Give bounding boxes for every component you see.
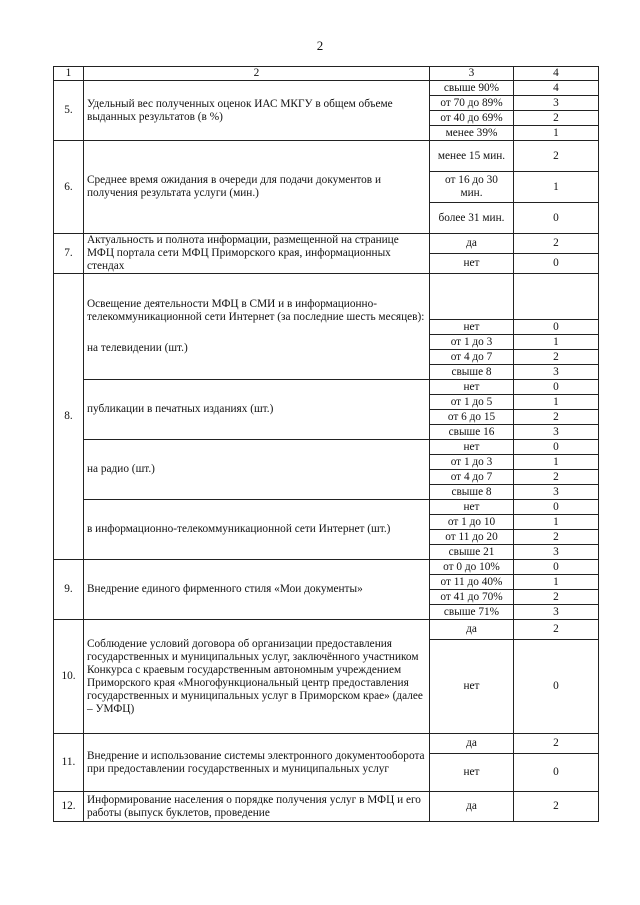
option-score: 3 xyxy=(514,425,599,440)
option-score: 0 xyxy=(514,254,599,274)
table-row xyxy=(54,234,599,254)
option-score: 2 xyxy=(514,111,599,126)
option-score xyxy=(514,274,599,320)
table-row xyxy=(54,81,599,96)
criterion-text: Внедрение и использование системы электронного документооборота при предоставлении государственных и муниципальных услуг xyxy=(84,734,430,792)
option-score: 1 xyxy=(514,575,599,590)
option-label: нет xyxy=(430,440,514,455)
option-score: 0 xyxy=(514,203,599,234)
option-label xyxy=(430,274,514,320)
group-text: на радио (шт.) xyxy=(84,440,430,500)
row-number: 6. xyxy=(54,141,84,234)
table-row xyxy=(54,734,599,754)
option-label: нет xyxy=(430,500,514,515)
option-label: от 4 до 7 xyxy=(430,350,514,365)
criterion-text: Информирование населения о порядке получения услуг в МФЦ и его работы (выпуск буклетов, проведение xyxy=(84,792,430,822)
row-number: 10. xyxy=(54,620,84,734)
option-label: да xyxy=(430,734,514,754)
page-number: 2 xyxy=(316,38,324,53)
option-label: свыше 71% xyxy=(430,605,514,620)
option-score: 0 xyxy=(514,640,599,734)
option-score: 0 xyxy=(514,320,599,335)
option-label: от 1 до 3 xyxy=(430,455,514,470)
header-row xyxy=(54,67,599,81)
option-score: 3 xyxy=(514,485,599,500)
option-score: 3 xyxy=(514,605,599,620)
option-label: свыше 90% xyxy=(430,81,514,96)
option-score: 2 xyxy=(514,620,599,640)
option-label: нет xyxy=(430,380,514,395)
table-row xyxy=(54,500,599,515)
row-number: 9. xyxy=(54,560,84,620)
option-score: 2 xyxy=(514,734,599,754)
option-label: нет xyxy=(430,320,514,335)
row-number: 8. xyxy=(54,274,84,560)
option-score: 4 xyxy=(514,81,599,96)
option-label: от 41 до 70% xyxy=(430,590,514,605)
option-score: 2 xyxy=(514,410,599,425)
criteria-table xyxy=(53,66,599,822)
option-label: от 11 до 20 xyxy=(430,530,514,545)
option-label: от 0 до 10% xyxy=(430,560,514,575)
table-row xyxy=(54,620,599,640)
option-score: 3 xyxy=(514,365,599,380)
option-score: 2 xyxy=(514,530,599,545)
option-label: менее 39% xyxy=(430,126,514,141)
criterion-text xyxy=(84,274,430,380)
criterion-text: Актуальность и полнота информации, размещенной на странице МФЦ портала сети МФЦ Приморского края, информационных стендах xyxy=(84,234,430,274)
table-row xyxy=(54,141,599,172)
option-label: свыше 21 xyxy=(430,545,514,560)
row-number: 12. xyxy=(54,792,84,822)
option-label: да xyxy=(430,620,514,640)
header-col-3: 3 xyxy=(430,67,514,81)
option-score: 2 xyxy=(514,350,599,365)
option-label: нет xyxy=(430,754,514,792)
criterion-intro: Освещение деятельности МФЦ в СМИ и в информационно-телекоммуникационной сети Интернет (за последние шесть месяцев): xyxy=(87,298,425,323)
option-score: 0 xyxy=(514,380,599,395)
option-score: 0 xyxy=(514,754,599,792)
option-label: нет xyxy=(430,254,514,274)
option-label: более 31 мин. xyxy=(430,203,514,234)
option-label: да xyxy=(430,792,514,822)
criterion-text: Внедрение единого фирменного стиля «Мои документы» xyxy=(84,560,430,620)
option-score: 0 xyxy=(514,500,599,515)
table-row xyxy=(54,274,599,320)
option-score: 2 xyxy=(514,470,599,485)
option-score: 1 xyxy=(514,515,599,530)
table-row xyxy=(54,792,599,822)
option-label: свыше 16 xyxy=(430,425,514,440)
criterion-text: Соблюдение условий договора об организации предоставления государственных и муниципальных услуг, заключённого участником Конкурса с краевым государственным автономным учреждением Приморского края «Многофункциональный центр предоставления государственных и муниципальных услуг в Приморском крае» (далее – УМФЦ) xyxy=(84,620,430,734)
option-score: 1 xyxy=(514,395,599,410)
criterion-text: Удельный вес полученных оценок ИАС МКГУ в общем объеме выданных результатов (в %) xyxy=(84,81,430,141)
option-label: да xyxy=(430,234,514,254)
option-score: 2 xyxy=(514,792,599,822)
option-label: от 4 до 7 xyxy=(430,470,514,485)
option-label: от 1 до 3 xyxy=(430,335,514,350)
option-score: 2 xyxy=(514,234,599,254)
option-label: от 70 до 89% xyxy=(430,96,514,111)
option-label: менее 15 мин. xyxy=(430,141,514,172)
option-score: 0 xyxy=(514,560,599,575)
option-score: 3 xyxy=(514,96,599,111)
option-label: свыше 8 xyxy=(430,485,514,500)
header-col-2: 2 xyxy=(84,67,430,81)
table-row xyxy=(54,560,599,575)
table-row xyxy=(54,440,599,455)
option-score: 1 xyxy=(514,126,599,141)
group-text: на телевидении (шт.) xyxy=(87,342,188,354)
header-col-4: 4 xyxy=(514,67,599,81)
row-number: 5. xyxy=(54,81,84,141)
option-label: нет xyxy=(430,640,514,734)
option-score: 1 xyxy=(514,172,599,203)
option-label: от 6 до 15 xyxy=(430,410,514,425)
row-number: 11. xyxy=(54,734,84,792)
row-number: 7. xyxy=(54,234,84,274)
option-label: от 1 до 5 xyxy=(430,395,514,410)
group-text: в информационно-телекоммуникационной сети Интернет (шт.) xyxy=(84,500,430,560)
table-row xyxy=(54,380,599,395)
option-label: свыше 8 xyxy=(430,365,514,380)
option-score: 2 xyxy=(514,141,599,172)
group-text: публикации в печатных изданиях (шт.) xyxy=(84,380,430,440)
option-label: от 16 до 30 мин. xyxy=(430,172,514,203)
option-score: 2 xyxy=(514,590,599,605)
option-score: 1 xyxy=(514,455,599,470)
option-score: 0 xyxy=(514,440,599,455)
option-label: от 40 до 69% xyxy=(430,111,514,126)
option-label: от 11 до 40% xyxy=(430,575,514,590)
option-label: от 1 до 10 xyxy=(430,515,514,530)
header-col-1: 1 xyxy=(54,67,84,81)
criterion-text: Среднее время ожидания в очереди для подачи документов и получения результата услуги (мин.) xyxy=(84,141,430,234)
option-score: 1 xyxy=(514,335,599,350)
option-score: 3 xyxy=(514,545,599,560)
